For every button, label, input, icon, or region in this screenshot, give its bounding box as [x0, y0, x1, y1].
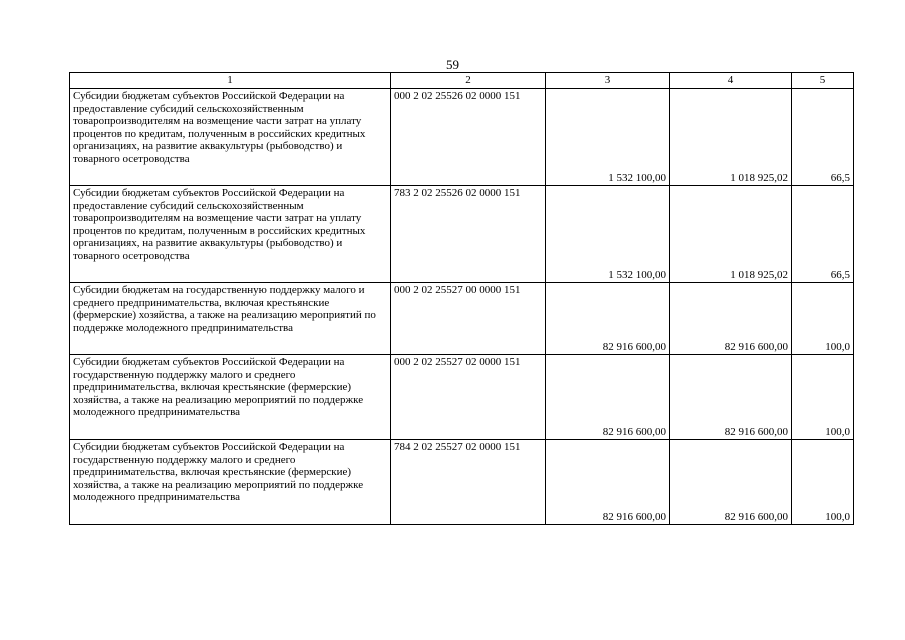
row-actual: 1 018 925,02	[670, 89, 792, 186]
column-header: 2	[391, 73, 546, 89]
row-percent: 100,0	[792, 355, 854, 440]
table-row	[70, 283, 854, 355]
row-name: Субсидии бюджетам на государственную поддержку малого и среднего предпринимательства, включая крестьянские (фермерские) хозяйства, а также на реализацию мероприятий по поддержке молодежного предпринимательства	[70, 283, 391, 355]
row-code: 000 2 02 25526 02 0000 151	[391, 89, 546, 186]
row-name: Субсидии бюджетам субъектов Российской Федерации на государственную поддержку малого и среднего предпринимательства, включая крестьянские (фермерские) хозяйства, а также на реализацию мероприятий по поддержке молодежного предпринимательства	[70, 440, 391, 525]
row-percent: 100,0	[792, 283, 854, 355]
table-header-row	[70, 73, 854, 89]
row-plan: 82 916 600,00	[546, 355, 670, 440]
row-code: 784 2 02 25527 02 0000 151	[391, 440, 546, 525]
row-percent: 100,0	[792, 440, 854, 525]
row-plan: 1 532 100,00	[546, 186, 670, 283]
row-actual: 1 018 925,02	[670, 186, 792, 283]
row-plan: 82 916 600,00	[546, 283, 670, 355]
table-row	[70, 440, 854, 525]
row-plan: 1 532 100,00	[546, 89, 670, 186]
row-actual: 82 916 600,00	[670, 355, 792, 440]
column-header: 1	[70, 73, 391, 89]
row-percent: 66,5	[792, 89, 854, 186]
row-actual: 82 916 600,00	[670, 283, 792, 355]
row-code: 000 2 02 25527 02 0000 151	[391, 355, 546, 440]
row-name: Субсидии бюджетам субъектов Российской Федерации на предоставление субсидий сельскохозяйственным товаропроизводителям на возмещение части затрат на уплату процентов по кредитам, полученным в российских кредитных организациях, на развитие аквакультуры (рыбоводство) и товарного осетроводства	[70, 89, 391, 186]
row-percent: 66,5	[792, 186, 854, 283]
table-row	[70, 355, 854, 440]
budget-table	[69, 72, 854, 525]
row-name: Субсидии бюджетам субъектов Российской Федерации на государственную поддержку малого и среднего предпринимательства, включая крестьянские (фермерские) хозяйства, а также на реализацию мероприятий по поддержке молодежного предпринимательства	[70, 355, 391, 440]
row-name: Субсидии бюджетам субъектов Российской Федерации на предоставление субсидий сельскохозяйственным товаропроизводителям на возмещение части затрат на уплату процентов по кредитам, полученным в российских кредитных организациях, на развитие аквакультуры (рыбоводство) и товарного осетроводства	[70, 186, 391, 283]
row-code: 783 2 02 25526 02 0000 151	[391, 186, 546, 283]
row-actual: 82 916 600,00	[670, 440, 792, 525]
column-header: 5	[792, 73, 854, 89]
column-header: 3	[546, 73, 670, 89]
column-header: 4	[670, 73, 792, 89]
table-row	[70, 89, 854, 186]
table-row	[70, 186, 854, 283]
page-number: 59	[446, 57, 459, 72]
row-plan: 82 916 600,00	[546, 440, 670, 525]
row-code: 000 2 02 25527 00 0000 151	[391, 283, 546, 355]
